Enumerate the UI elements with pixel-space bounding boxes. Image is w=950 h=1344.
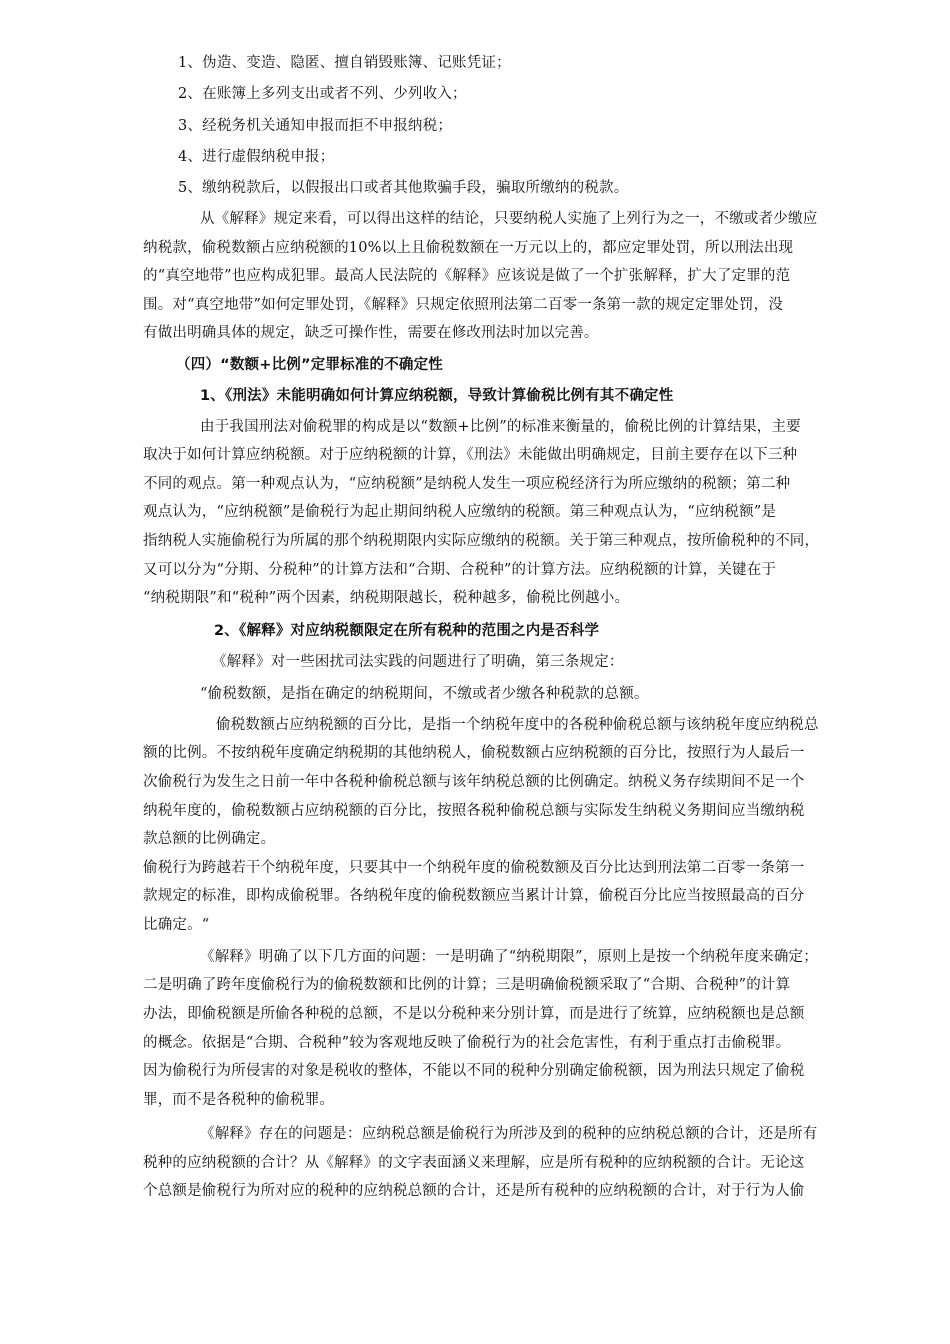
paragraph-line: 因为偷税行为所侵害的对象是税收的整体，不能以不同的税种分别确定偷税额，因为刑法只规定了偷税 xyxy=(143,1063,805,1079)
paragraph-line: 围。对“真空地带”如何定罪处罚，《解释》只规定依照刑法第二百零一条第一款的规定定罪处罚，没 xyxy=(143,297,784,313)
list-item-2: 2、在账簿上多列支出或者不列、少列收入； xyxy=(178,86,467,102)
paragraph-line: 从《解释》规定来看，可以得出这样的结论，只要纳税人实施了上列行为之一，不缴或者少缴应 xyxy=(200,211,818,227)
paragraph-line: 办法，即偷税额是所偷各种税的总额，不是以分税种来分别计算，而是进行了统算，应纳税额也是总额 xyxy=(143,1006,805,1022)
paragraph-line: 个总额是偷税行为所对应的税种的应纳税总额的合计，还是所有税种的应纳税额的合计，对于行为人偷 xyxy=(143,1183,805,1199)
paragraph-line: “纳税期限”和“税种”两个因素，纳税期限越长，税种越多，偷税比例越小。 xyxy=(143,590,630,606)
paragraph-line: 罪，而不是各税种的偷税罪。 xyxy=(143,1092,335,1108)
paragraph-line: 由于我国刑法对偷税罪的构成是以“数额+比例”的标准来衡量的，偷税比例的计算结果，主要 xyxy=(200,419,801,435)
list-item-5: 5、缴纳税款后，以假报出口或者其他欺骗手段，骗取所缴纳的税款。 xyxy=(178,180,629,196)
paragraph-line: 的“真空地带”也应构成犯罪。最高人民法院的《解释》应该说是做了一个扩张解释，扩大了定罪的范 xyxy=(143,268,791,284)
list-item-4: 4、进行虚假纳税申报； xyxy=(178,149,335,165)
quote-line: 款规定的标准，即构成偷税罪。各纳税年度的偷税数额应当累计计算，偷税百分比应当按照最高的百分 xyxy=(143,888,805,904)
paragraph-line: 观点认为，“应纳税额”是偷税行为起止期间纳税人应缴纳的税额。第三种观点认为，“应纳税额”是 xyxy=(143,504,777,520)
paragraph-line: 的概念。依据是“合期、合税种”较为客观地反映了偷税行为的社会危害性，有利于重点打击偷税罪。 xyxy=(143,1035,791,1051)
paragraph-line: 纳税款，偷税数额占应纳税额的10%以上且偷税数额在一万元以上的，都应定罪处罚，所以刑法出现 xyxy=(143,240,794,256)
quote-line: 偷税行为跨越若干个纳税年度，只要其中一个纳税年度的偷税数额及百分比达到刑法第二百零一条第一 xyxy=(143,860,805,876)
paragraph-line: 有做出明确具体的规定，缺乏可操作性，需要在修改刑法时加以完善。 xyxy=(143,325,599,341)
paragraph-line: 《解释》存在的问题是：应纳税总额是偷税行为所涉及到的税种的应纳税总额的合计，还是所有 xyxy=(200,1126,818,1142)
quote-line: “偷税数额，是指在确定的纳税期间，不缴或者少缴各种税款的总额。 xyxy=(200,686,649,702)
quote-line: 纳税年度的，偷税数额占应纳税额的百分比，按照各税种偷税总额与实际发生纳税义务期间应当缴纳税 xyxy=(143,803,805,819)
subsection-heading-2: 2、《解释》对应纳税额限定在所有税种的范围之内是否科学 xyxy=(214,623,600,639)
quote-line: 款总额的比例确定。 xyxy=(143,831,276,847)
quote-line: 次偷税行为发生之日前一年中各税种偷税总额与该年纳税总额的比例确定。纳税义务存续期间不足一个 xyxy=(143,774,805,790)
subsection-heading-1: 1、《刑法》未能明确如何计算应纳税额，导致计算偷税比例有其不确定性 xyxy=(200,388,674,404)
paragraph-line: 又可以分为“分期、分税种”的计算方法和“合期、合税种”的计算方法。应纳税额的计算，关键在于 xyxy=(143,562,777,578)
quote-line: 偷税数额占应纳税额的百分比，是指一个纳税年度中的各税种偷税总额与该纳税年度应纳税总 xyxy=(216,717,819,733)
paragraph-line: 《解释》明确了以下几方面的问题：一是明确了“纳税期限”，原则上是按一个纳税年度来确定； xyxy=(200,949,818,965)
paragraph-line: 指纳税人实施偷税行为所属的那个纳税期限内实际应缴纳的税额。关于第三种观点，按所偷税种的不同， xyxy=(143,533,820,549)
paragraph-line: 二是明确了跨年度偷税行为的偷税数额和比例的计算；三是明确偷税额采取了“合期、合税种”的计算 xyxy=(143,977,791,993)
quote-line: 额的比例。不按纳税年度确定纳税期的其他纳税人，偷税数额占应纳税额的百分比，按照行为人最后一 xyxy=(143,745,805,761)
list-item-1: 1、伪造、变造、隐匿、擅自销毁账簿、记账凭证； xyxy=(178,55,511,71)
paragraph-line: 不同的观点。第一种观点认为，“应纳税额”是纳税人发生一项应税经济行为所应缴纳的税额；第二种 xyxy=(143,476,791,492)
paragraph-line: 《解释》对一些困扰司法实践的问题进行了明确，第三条规定： xyxy=(212,654,624,670)
paragraph-line: 取决于如何计算应纳税额。对于应纳税额的计算，《刑法》未能做出明确规定，目前主要存在以下三种 xyxy=(143,447,798,463)
list-item-3: 3、经税务机关通知申报而拒不申报纳税； xyxy=(178,118,453,134)
quote-line: 比确定。“ xyxy=(143,917,210,933)
paragraph-line: 税种的应纳税额的合计？从《解释》的文字表面涵义来理解，应是所有税种的应纳税额的合计。无论这 xyxy=(143,1155,805,1171)
section-heading: （四）“数额+比例”定罪标准的不确定性 xyxy=(176,357,444,373)
